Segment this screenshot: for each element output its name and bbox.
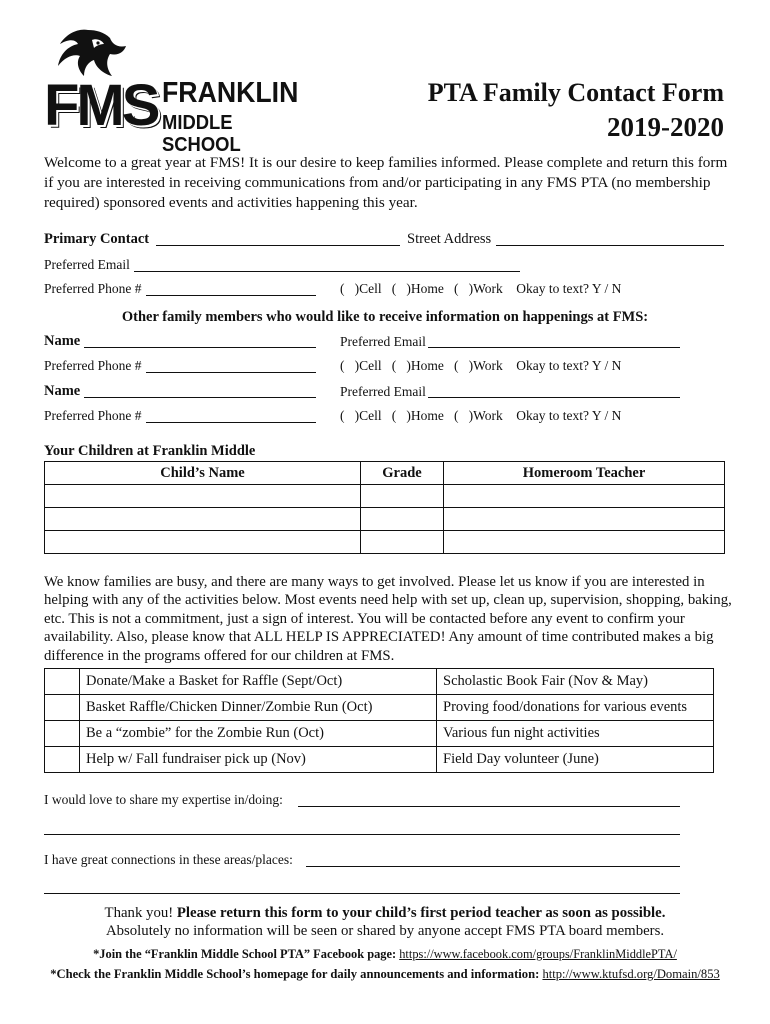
primary-phone-field[interactable] [146,295,316,296]
other2-phone-label: Preferred Phone # [44,408,142,423]
form-year: 2019-2020 [607,112,724,142]
table-row [45,695,714,721]
activity-checkbox[interactable] [45,721,80,747]
connections-field-line2[interactable] [44,893,680,894]
child-name-cell[interactable] [45,508,361,531]
primary-email-label: Preferred Email [44,257,130,272]
table-row [45,747,714,773]
other2-name-field[interactable] [84,397,316,398]
thank-you-line [0,905,770,922]
privacy-note: Absolutely no information will be seen or shared by anyone accept FMS PTA board members. [105,923,665,939]
child-name-cell[interactable] [45,531,361,554]
activity-right: Proving food/donations for various events [437,695,714,721]
connections-field[interactable] [306,866,680,867]
primary-email-field[interactable] [134,271,520,272]
other1-email-field[interactable] [428,347,680,348]
other1-phone-field[interactable] [146,372,316,373]
street-address-label: Street Address [407,231,492,247]
homepage-line [0,967,770,982]
activity-checkbox[interactable] [45,669,80,695]
other-members-heading: Other family members who would like to receive information on happenings at FMS: [121,309,649,325]
intro-paragraph: Welcome to a great year at FMS! It is our desire to keep families informed. Please complete and return this form if you are interested in receiving communications from and/or participating in any FMS PTA (no membership required) sponsored events and activities happening this year. [44,154,728,211]
homepage-label: *Check the Franklin Middle School’s homepage for daily announcements and information: [50,967,540,981]
activities-table [44,668,714,773]
grade-cell[interactable] [361,531,444,554]
col-childs-name: Child’s Name [45,462,361,485]
other2-name-label: Name [44,383,81,399]
other2-email-field[interactable] [428,397,680,398]
facebook-label: *Join the “Franklin Middle School PTA” Facebook page: [93,947,397,961]
facebook-line [0,947,770,962]
activity-left: Donate/Make a Basket for Raffle (Sept/Oct) [80,669,437,695]
teacher-cell[interactable] [444,485,725,508]
other2-email-label: Preferred Email [340,384,426,399]
activity-right: Various fun night activities [437,721,714,747]
other2-phone-type-options[interactable]: ( )Cell ( )Home ( )Work Okay to text? Y / N [340,408,622,423]
teacher-cell[interactable] [444,531,725,554]
activity-right: Scholastic Book Fair (Nov & May) [437,669,714,695]
grade-cell[interactable] [361,485,444,508]
table-row [45,485,725,508]
primary-phone-type-options[interactable]: ( )Cell ( )Home ( )Work Okay to text? Y / N [340,281,622,296]
other1-name-field[interactable] [84,347,316,348]
thank-you-text: Thank you! [104,905,174,921]
connections-label: I have great connections in these areas/places: [44,852,293,867]
primary-contact-field[interactable] [156,245,400,246]
teacher-cell[interactable] [444,508,725,531]
expertise-label: I would love to share my expertise in/doing: [44,792,283,807]
grade-cell[interactable] [361,508,444,531]
other1-phone-type-options[interactable]: ( )Cell ( )Home ( )Work Okay to text? Y / N [340,358,622,373]
other2-phone-field[interactable] [146,422,316,423]
activity-left: Basket Raffle/Chicken Dinner/Zombie Run (Oct) [80,695,437,721]
table-row [45,669,714,695]
activity-left: Help w/ Fall fundraiser pick up (Nov) [80,747,437,773]
school-logo [40,26,302,156]
activity-checkbox[interactable] [45,747,80,773]
logo-middle-school-text: MIDDLE SCHOOL [162,112,241,156]
facebook-link[interactable]: https://www.facebook.com/groups/FranklinMiddlePTA/ [399,947,677,961]
logo-fms-letters: FMS [44,73,158,138]
activity-left: Be a “zombie” for the Zombie Run (Oct) [80,721,437,747]
expertise-field-line2[interactable] [44,834,680,835]
return-instructions: Please return this form to your child’s first period teacher as soon as possible. [176,905,666,921]
expertise-field[interactable] [298,806,680,807]
primary-contact-label: Primary Contact [44,231,150,247]
form-title: PTA Family Contact Form [427,78,724,107]
children-table-header [45,462,725,485]
primary-phone-label: Preferred Phone # [44,281,142,296]
other1-phone-label: Preferred Phone # [44,358,142,373]
child-name-cell[interactable] [45,485,361,508]
activity-right: Field Day volunteer (June) [437,747,714,773]
involvement-paragraph: We know families are busy, and there are many ways to get involved. Please let us know if you are interested in helping with any of the activities below. Most events need help with set up, clean up, supervision, shopping, baking, etc. This is not a commitment, just a sign of interest. You will be contacted before any event to confirm your availability. Also, please know that ALL HELP IS APPRECIATED! Any amount of time contributed makes a big difference in the programs offered for our children at FMS. [44,574,732,664]
table-row [45,531,725,554]
table-row [45,508,725,531]
homepage-link[interactable]: http://www.ktufsd.org/Domain/853 [542,967,720,981]
activity-checkbox[interactable] [45,695,80,721]
street-address-field[interactable] [496,245,724,246]
children-heading: Your Children at Franklin Middle [44,443,256,459]
other1-email-label: Preferred Email [340,334,426,349]
children-table [44,461,725,554]
col-grade: Grade [361,462,444,485]
logo-franklin-text: FRANKLIN [162,77,299,109]
col-homeroom-teacher: Homeroom Teacher [444,462,725,485]
table-row [45,721,714,747]
other1-name-label: Name [44,333,81,349]
